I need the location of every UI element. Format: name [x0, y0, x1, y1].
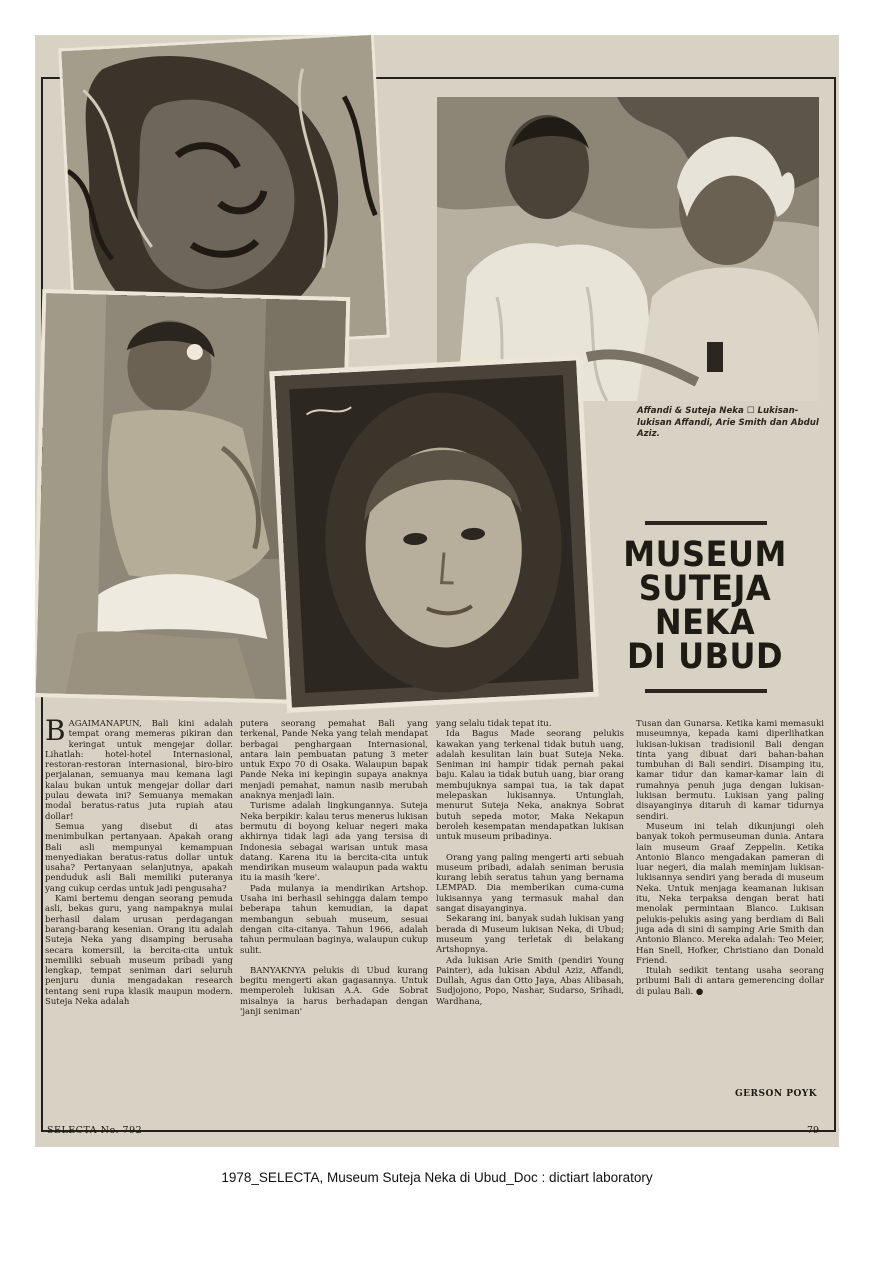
paragraph: BANYAKNYA pelukis di Ubud kurang begitu mengerti akan gagasannya. Untuk memperoleh lukisan A.A. Gde Sobrat misalnya ia harus berhadapan dengan 'janji seniman': [240, 965, 428, 1018]
paragraph: Pada mulanya ia mendirikan Artshop. Usaha ini berhasil sehingga dalam tempo beberapa tahun kemudian, ia dapat membangun sebuah museum, sesuai dengan cita-citanya. Tahun 1966, adalah tahun permulaan baginya, walaupun cukup sulit.: [240, 883, 428, 956]
drop-cap: B: [45, 714, 66, 747]
author-byline: GERSON POYK: [735, 1089, 818, 1099]
article-column-1: [45, 714, 233, 1008]
article-title: [607, 533, 803, 677]
paragraph: Museum ini telah dikunjungi oleh banyak tokoh permuseuman dunia. Antara lain museum Graaf Zeppelin. Ketika Antonio Blanco mengadakan pameran di luar negeri, dia malah meminjam lukisan-lukisannya sendiri yang berada di museum Neka. Untuk menjaga keamanan lukisan itu, Neka terpaksa dengan berat hati menolak permintaan Blanco. Lukisan pelukis-pelukis asing yang berdiam di Bali juga ada di sini di samping Arie Smith dan Antonio Blanco. Mereka adalah: Teo Meier, Han Snell, Hofker, Christiano dan Donald Friend.: [636, 821, 824, 966]
paragraph: Tusan dan Gunarsa. Ketika kami memasuki museumnya, kepada kami diperlihatkan lukisan-lukisan tradisionil Bali dengan tinta yang dibuat dari bahan-bahan tumbuhan di Bali sendiri. Disamping itu, kamar tidur dan kamar-kamar lain di rumahnya penuh juga dengan lukisan-lukisan bermutu. Lukisan yang paling disayanginya ditaruh di kamar tidurnya sendiri.: [636, 719, 824, 822]
title-rule-bottom: [645, 689, 767, 693]
paragraph: Ada lukisan Arie Smith (pendiri Young Painter), ada lukisan Abdul Aziz, Affandi, Dullah, Agus dan Otto Jaya, Abas Alibasah, Sudjojono, Popo, Nashar, Sudarso, Srihadi, Wardhana,: [436, 955, 624, 1007]
paragraph: putera seorang pemahat Bali yang terkenal, Pande Neka yang telah mendapat berbagai penghargaan Internasional, antara lain pembuatan patung 3 meter untuk Expo 70 di Osaka. Walaupun bapak Pande Neka ini kepingin supaya anaknya menjadi pemahat, namun nasib merubah anaknya menjadi lain.: [240, 719, 428, 802]
article-column-3: [436, 719, 624, 1007]
paragraph: Kami bertemu dengan seorang pemuda asli, bekas guru, yang nampaknya mulai berhasil dalam urusan perdagangan barang-barang kesenian. Orang itu adalah Suteja Neka yang disamping berusaha secara komersiil, ia bercita-cita untuk memiliki sebuah museum pribadi yang lengkap, tempat seniman dari seluruh penjuru dunia mengadakan research tentang seni rupa klasik maupun modern. Suteja Neka adalah: [45, 894, 233, 1008]
magazine-page-scan: [35, 35, 839, 1147]
magazine-issue-footer: SELECTA No. 792: [47, 1125, 143, 1136]
paragraph: BAGAIMANAPUN, Bali kini adalah tempat orang memeras pikiran dan keringat untuk mengejar dollar. Lihatlah: hotel-hotel Internasional, restoran-restoran internasional, biro-biro perjalanan, semuanya mau kemana lagi kalau bukan untuk mengejar dollar dari pulau dewata ini? Semuanya memakan modal beratus-ratus juta rupiah atau dollar!: [45, 714, 233, 822]
title-line: SUTEJA: [638, 567, 772, 609]
paragraph: Sekarang ini, banyak sudah lukisan yang berada di Museum lukisan Neka, di Ubud; museum yang terletak di belakang Artshopnya.: [436, 914, 624, 956]
paragraph: Turisme adalah lingkungannya. Suteja Neka berpikir: kalau terus menerus lukisan bermutu di boyong keluar negeri maka akhirnya tidak lagi ada yang tersisa di Indonesia sebagai warisan untuk masa datang. Karena itu ia bercita-cita untuk mendirikan museum walaupun pada waktu itu ia masih 'kere'.: [240, 801, 428, 884]
photo-affandi-and-suteja-neka: [437, 97, 819, 401]
title-line: NEKA: [654, 601, 756, 643]
article-column-2: [240, 719, 428, 1017]
photo-caption: Affandi & Suteja Neka ☐ Lukisan-lukisan Affandi, Arie Smith dan Abdul Aziz.: [637, 406, 819, 439]
paragraph: Semua yang disebut di atas menimbulkan pertanyaan. Apakah orang Bali asli mempunyai kemampuan menyediakan beratus-ratus dollar untuk usaha? Pertanyaan selanjutnya, apakah penduduk asli Bali memiliki puteranya yang cukup cerdas untuk jadi pengusaha?: [45, 821, 233, 894]
title-line: DI UBUD: [626, 635, 784, 677]
paragraph: Ida Bagus Made seorang pelukis kawakan yang terkenal tidak butuh uang, adalah kesulitan lain buat Suteja Neka. Seniman ini hampir tidak pernah pakai baju. Kalau ia tidak butuh uang, biar orang membujuknya sampai tua, ia tak dapat melepaskan lukisannya. Untunglah, menurut Suteja Neka, anaknya Sobrat butuh sepeda motor, Maka Nekapun beroleh kesempatan mendapatkan lukisan untuk museum pribadinya.: [436, 729, 624, 843]
page-number: 79: [807, 1125, 820, 1136]
paragraph: Itulah sedikit tentang usaha seorang pribumi Bali di antara gemerencing dollar di pulau Bali. ●: [636, 966, 824, 997]
document-caption: 1978_SELECTA, Museum Suteja Neka di Ubud_Doc : dictiart laboratory: [221, 1170, 653, 1185]
paragraph: Orang yang paling mengerti arti sebuah museum pribadi, adalah seniman berusia kurang lebih seratus tahun yang bernama LEMPAD. Dia memberikan cuma-cuma lukisannya yang termasuk mahal dan sangat disayanginya.: [436, 852, 624, 915]
paragraph: yang selalu tidak tepat itu.: [436, 719, 552, 729]
title-line: MUSEUM: [623, 533, 787, 575]
article-column-4: [636, 719, 824, 997]
title-rule-top: [645, 521, 767, 525]
painting-girl-portrait-image: [275, 360, 594, 707]
